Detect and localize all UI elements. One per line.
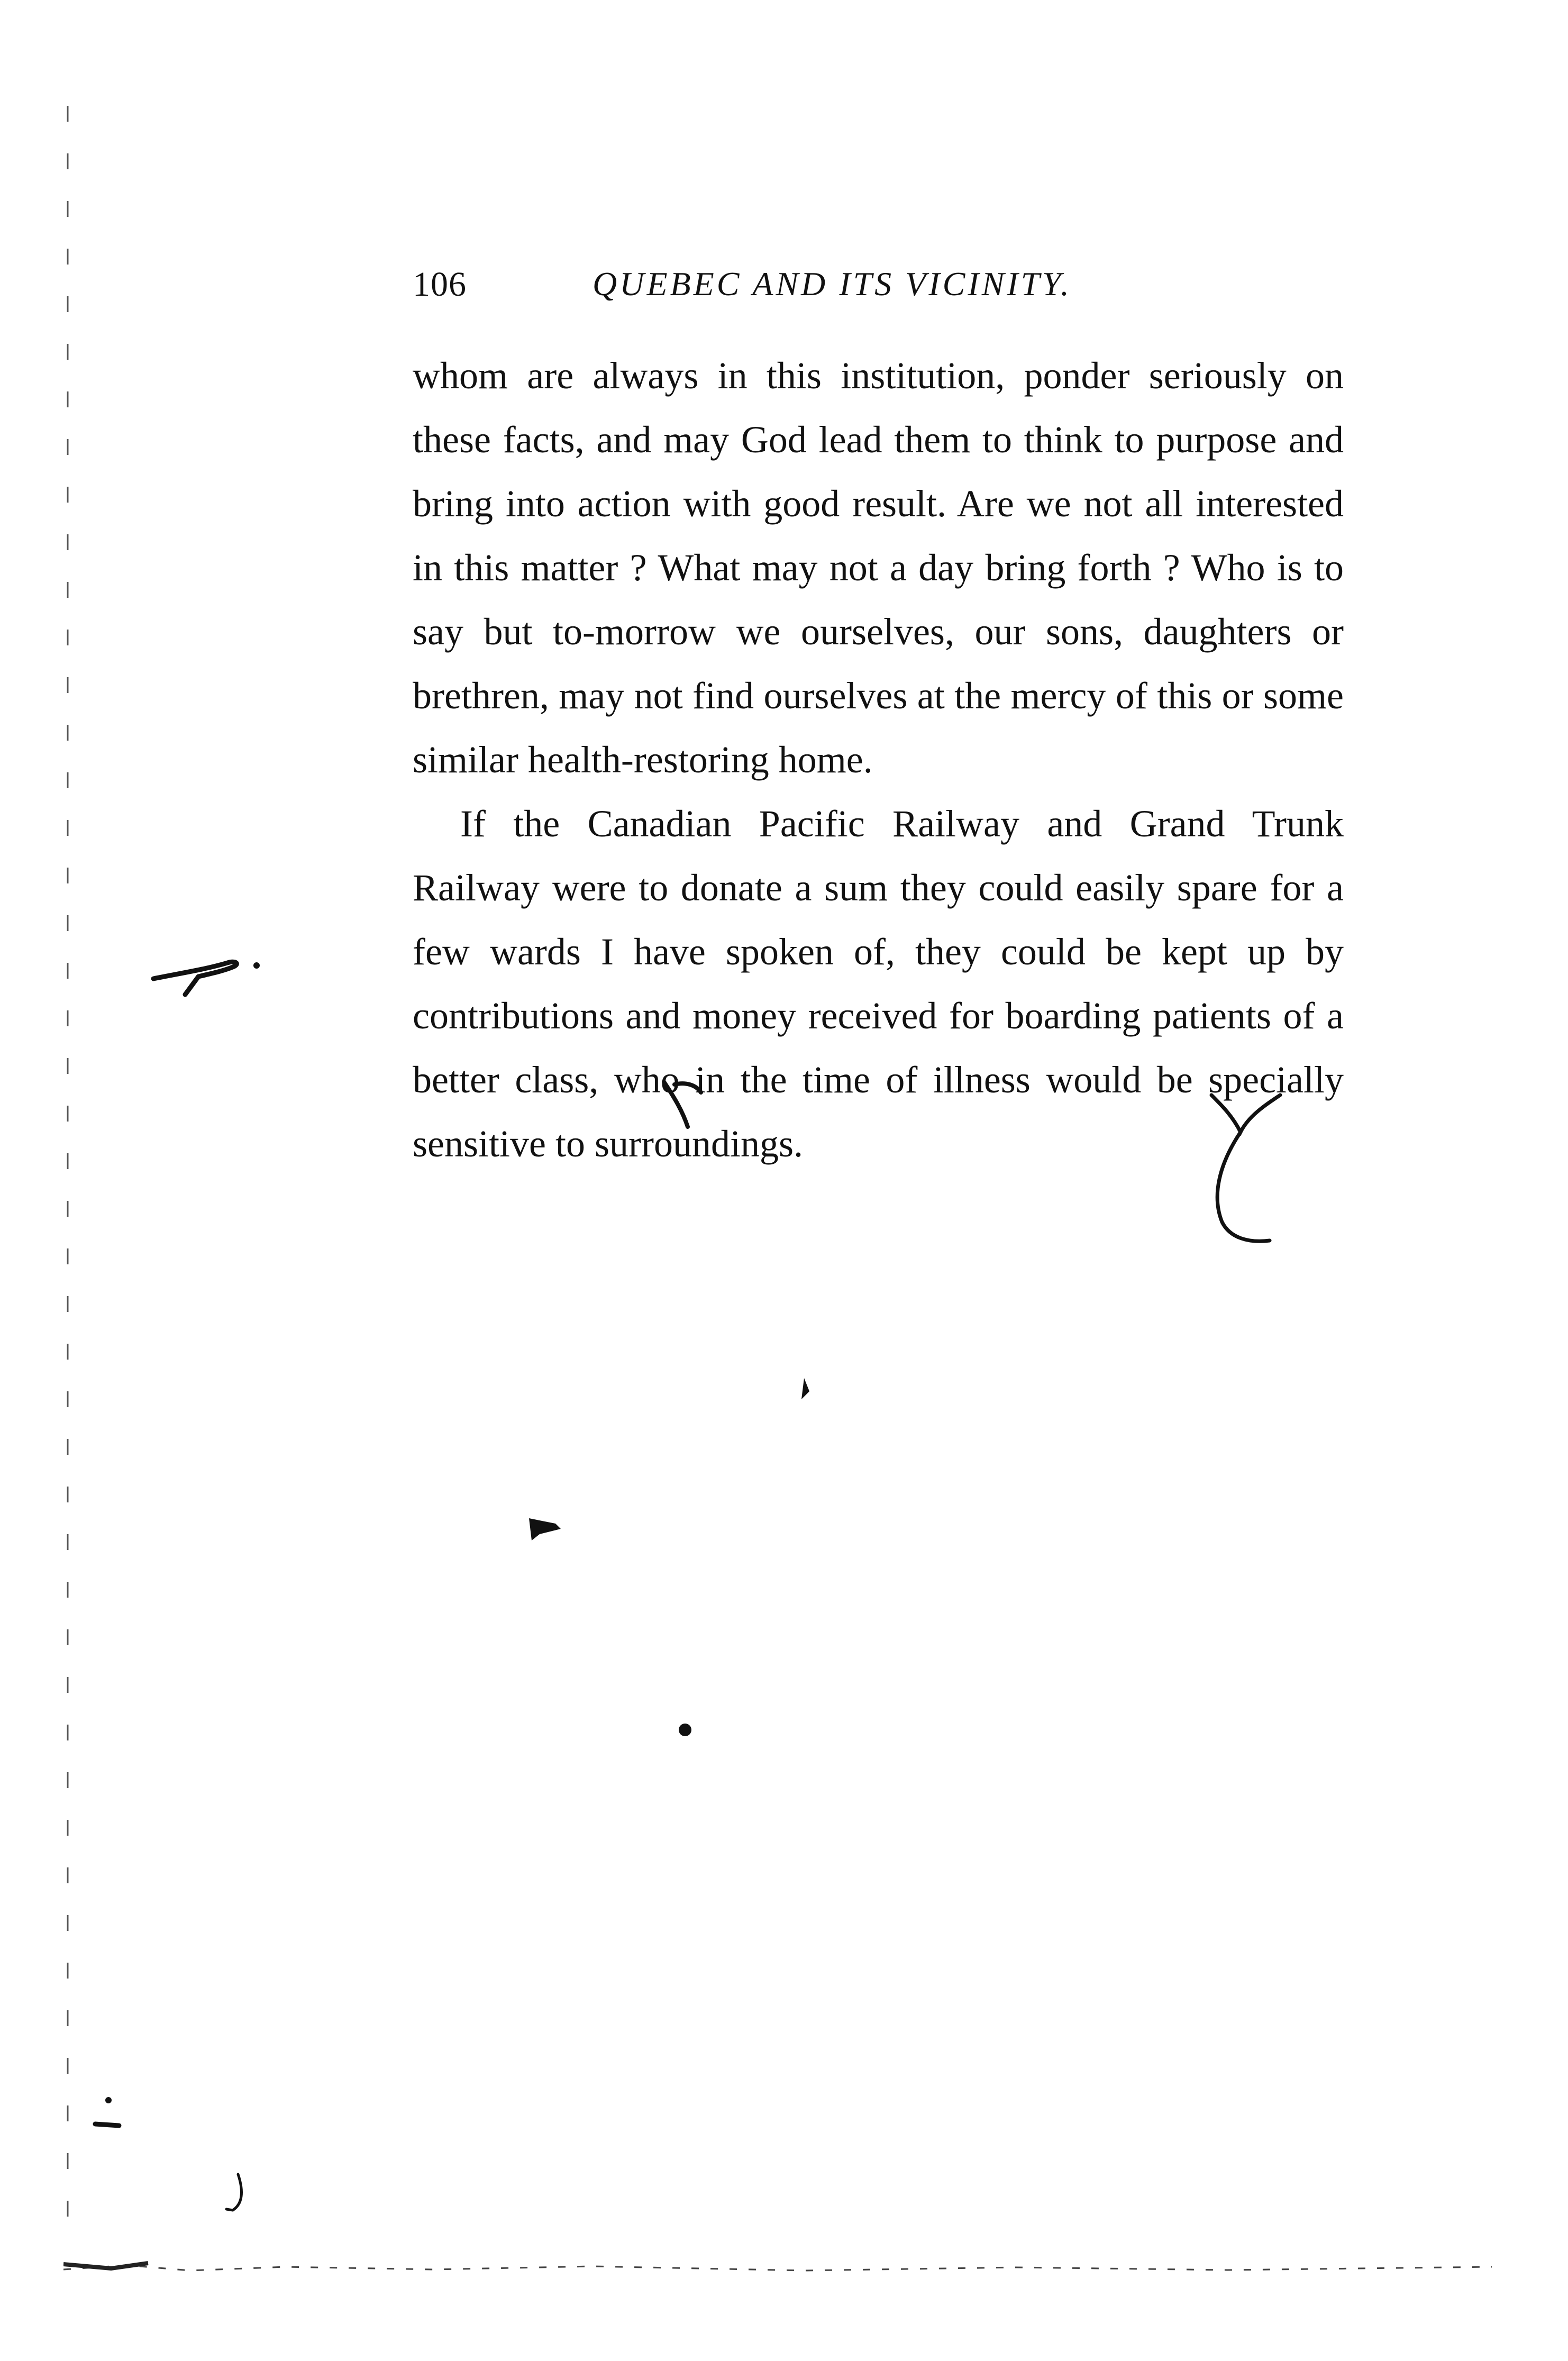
- body-text: [413, 344, 1344, 1176]
- small-ink-dot: [794, 1375, 815, 1402]
- left-edge-scan-line: [62, 106, 73, 2222]
- margin-pencil-mark: [148, 936, 275, 1005]
- ink-blot: [524, 1508, 566, 1545]
- scan-noise-edge: [63, 2259, 1492, 2275]
- corner-pencil-mark: [222, 2169, 254, 2217]
- paragraph-railway: If the Canadian Pacific Railway and Grand Trunk Railway were to donate a sum they could easily spare for a few wards I have spoken of, they could be kept up by contributions and money received for boarding patients of a better class, who in the time of illness would be specially sensitive to surroundings.: [413, 803, 1344, 1165]
- handwritten-bracket-mark: [1190, 1084, 1286, 1259]
- margin-dash-mark: [93, 2095, 124, 2137]
- page-number: 106: [413, 265, 467, 304]
- paragraph-continuation: whom are always in this institution, ponder seriously on these facts, and may God lead them to think to purpose and bring into action with good result. Are we not all interested in this matter ? What may not a day bring forth ? Who is to say but to-morrow we ourselves, our sons, daughters or brethren, may not find ourselves at the mercy of this or some similar health-restoring home.: [413, 354, 1344, 781]
- ink-dot: [674, 1719, 696, 1740]
- handwritten-tick-mark: [656, 1074, 709, 1132]
- running-head: QUEBEC AND ITS VICINITY.: [592, 265, 1072, 303]
- page-header: [413, 265, 1344, 323]
